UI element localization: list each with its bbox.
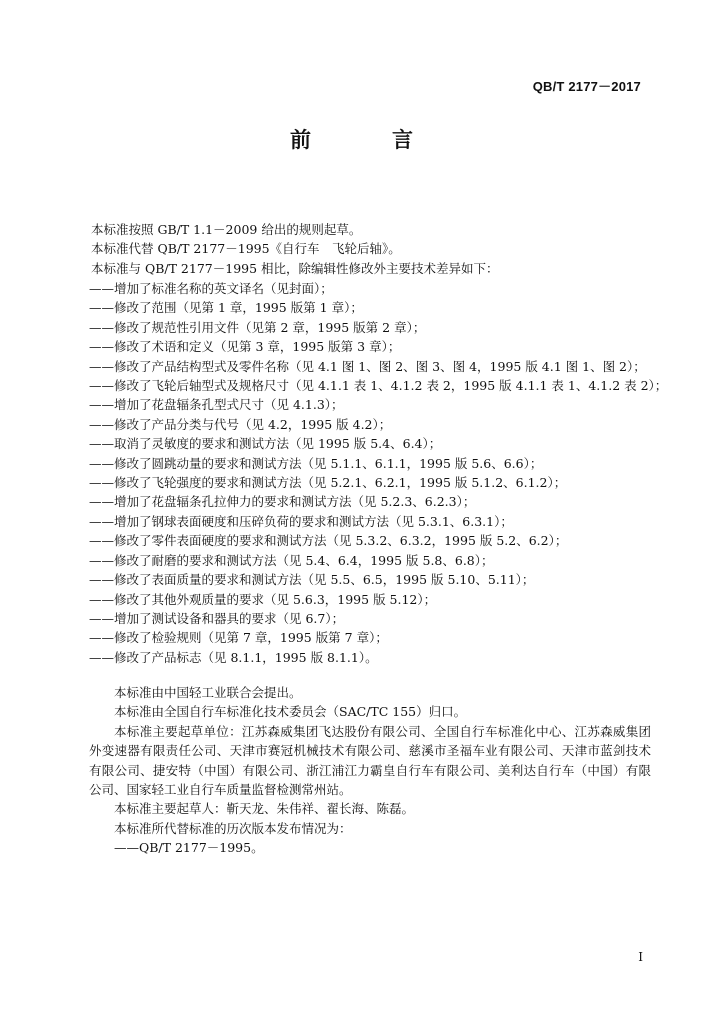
closing-section — [89, 683, 651, 858]
change-item: ——增加了花盘辐条孔拉伸力的要求和测试方法（见 5.2.3、6.2.3）； — [89, 494, 476, 510]
change-item: ——修改了范围（见第 1 章，1995 版第 1 章）； — [89, 300, 363, 316]
history-intro-text: 本标准所代替标准的历次版本发布情况为： — [114, 820, 352, 836]
change-item: ——取消了灵敏度的要求和测试方法（见 1995 版 5.4、6.4）； — [89, 436, 442, 452]
change-item: ——修改了零件表面硬度的要求和测试方法（见 5.3.2、6.3.2，1995 版 5.2、6.2）； — [89, 533, 568, 549]
drafters-text: 本标准主要起草人：靳天龙、朱伟祥、翟长海、陈磊。 — [114, 801, 415, 817]
change-item: ——修改了产品分类与代号（见 4.2，1995 版 4.2）； — [89, 416, 392, 432]
change-item: ——修改了其他外观质量的要求（见 5.6.3，1995 版 5.12）； — [89, 591, 437, 607]
change-item: ——增加了钢球表面硬度和压碎负荷的要求和测试方法（见 5.3.1、6.3.1）； — [89, 513, 513, 529]
intro-line: 本标准代替 QB/T 2177－1995《自行车 飞轮后轴》。 — [91, 241, 401, 257]
change-item: ——修改了表面质量的要求和测试方法（见 5.5、6.5，1995 版 5.10、5.11）； — [89, 572, 535, 588]
change-item: ——修改了规范性引用文件（见第 2 章，1995 版第 2 章）； — [89, 319, 426, 335]
intro-section — [91, 220, 651, 278]
page-number: I — [638, 950, 643, 964]
drafting-units-text: 本标准主要起草单位：江苏森威集团飞达股份有限公司、全国自行车标准化中心、江苏森威集团外变速器有限责任公司、天津市赛冠机械技术有限公司、慈溪市圣福车业有限公司、天津市蓝剑技术有限公司、捷安特（中国）有限公司、浙江浦江力霸皇自行车有限公司、美利达自行车（中国）有限公司、国家轻工业自行车质量监督检测常州站。 — [89, 723, 651, 798]
change-item: ——修改了耐磨的要求和测试方法（见 5.4、6.4，1995 版 5.8、6.8）； — [89, 552, 494, 568]
intro-line: 本标准与 QB/T 2177－1995 相比，除编辑性修改外主要技术差异如下： — [91, 260, 499, 276]
standard-code: QB/T 2177－2017 — [532, 79, 641, 94]
change-item: ——增加了标准名称的英文译名（见封面）； — [89, 281, 333, 296]
managed-by-text: 本标准由全国自行车标准化技术委员会（SAC/TC 155）归口。 — [114, 704, 467, 720]
change-item: ——修改了飞轮后轴型式及规格尺寸（见 4.1.1 表 1、4.1.2 表 2，1995 版 4.1.1 表 1、4.1.2 表 2）； — [89, 378, 668, 394]
history-item: ——QB/T 2177－1995。 — [114, 840, 264, 856]
change-item: ——修改了术语和定义（见第 3 章，1995 版第 3 章）； — [89, 339, 401, 355]
intro-line: 本标准按照 GB/T 1.1－2009 给出的规则起草。 — [91, 222, 362, 237]
page-title: 前 言 — [290, 127, 443, 152]
change-item: ——修改了产品结构型式及零件名称（见 4.1 图 1、图 2、图 3、图 4，1995 版 4.1 图 1、图 2）； — [89, 358, 646, 374]
proposed-by-text: 本标准由中国轻工业联合会提出。 — [114, 685, 302, 700]
change-item: ——增加了花盘辐条孔型式尺寸（见 4.1.3）； — [89, 397, 344, 413]
change-item: ——修改了圆跳动量的要求和测试方法（见 5.1.1、6.1.1，1995 版 5.6、6.6）； — [89, 455, 543, 471]
change-item: ——修改了检验规则（见第 7 章，1995 版第 7 章）； — [89, 630, 388, 646]
change-item: ——修改了飞轮强度的要求和测试方法（见 5.2.1、6.2.1，1995 版 5.1.2、6.1.2）； — [89, 475, 567, 491]
change-item: ——增加了测试设备和器具的要求（见 6.7）； — [89, 610, 345, 626]
changes-list — [89, 279, 668, 667]
change-item: ——修改了产品标志（见 8.1.1，1995 版 8.1.1）。 — [89, 649, 378, 665]
